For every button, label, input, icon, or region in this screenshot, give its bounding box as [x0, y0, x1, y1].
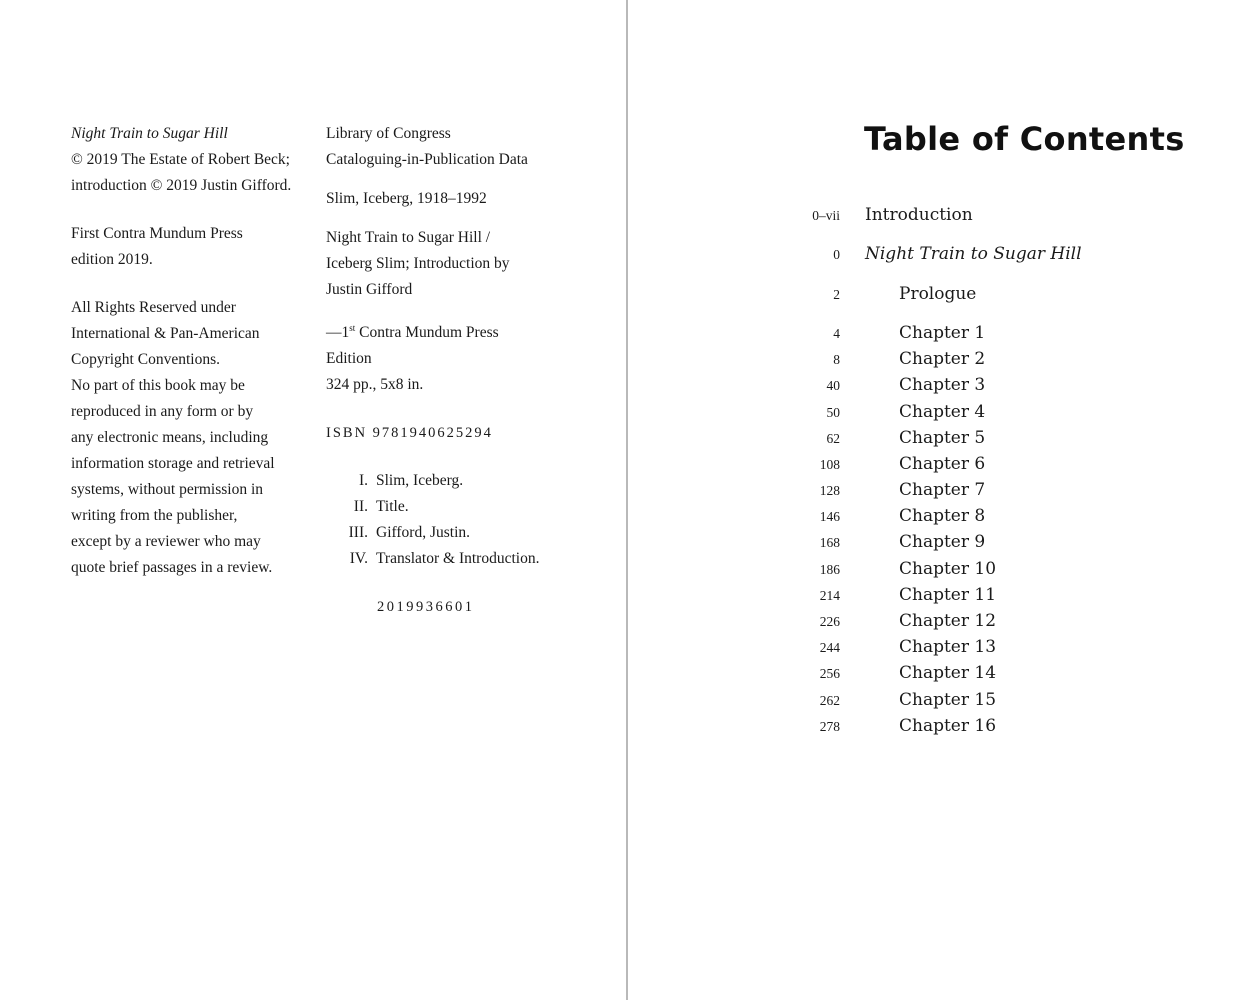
copyright-line: introduction © 2019 Justin Gifford. — [71, 177, 292, 194]
list-item: III. Gifford, Justin. — [348, 524, 471, 541]
toc-entry-chapter-6[interactable] — [628, 451, 1253, 477]
rights-line: reproduced in any form or by — [71, 403, 254, 420]
lccn: 2019936601 — [377, 599, 475, 615]
toc-entry-chapter-1[interactable] — [628, 320, 1253, 346]
toc-page-number: 4 — [833, 326, 840, 341]
edition-line: edition 2019. — [71, 251, 153, 268]
toc-page-number: 2 — [833, 287, 840, 302]
toc-page-number: 244 — [819, 640, 840, 655]
edition-entry: Edition — [326, 350, 372, 367]
toc-entry-label: Chapter 4 — [899, 402, 986, 422]
toc-entry-chapter-13[interactable] — [628, 634, 1253, 660]
toc-page-number: 0–vii — [812, 208, 840, 223]
toc-page-number: 128 — [819, 483, 840, 498]
author-entry: Slim, Iceberg, 1918–1992 — [326, 190, 487, 207]
rights-statement — [71, 295, 316, 581]
toc-entry-label: Chapter 11 — [899, 585, 997, 605]
rights-line: All Rights Reserved under — [71, 299, 236, 316]
toc-entry-label: Chapter 14 — [899, 663, 997, 683]
title-entry: Justin Gifford — [326, 281, 413, 298]
edition-ordinal: st — [349, 322, 356, 333]
toc-entry-label: Chapter 10 — [899, 559, 997, 579]
toc-page-number: 0 — [833, 247, 840, 262]
toc-page — [628, 0, 1253, 1000]
list-item: IV. Translator & Introduction. — [349, 550, 540, 567]
rights-line: writing from the publisher, — [71, 507, 238, 524]
toc-entry-chapter-9[interactable] — [628, 529, 1253, 555]
title-entry: Iceberg Slim; Introduction by — [326, 255, 510, 272]
loc-heading: Cataloguing-in-Publication Data — [326, 151, 528, 168]
toc-entry-chapter-16[interactable] — [628, 713, 1253, 739]
toc-page-number: 40 — [826, 378, 840, 393]
list-item: I. Slim, Iceberg. — [358, 472, 464, 489]
toc-page-number: 108 — [819, 457, 840, 472]
toc-entry-label: Chapter 3 — [899, 375, 986, 395]
toc-page-number: 168 — [819, 535, 840, 550]
toc-entry-label: Introduction — [865, 205, 973, 225]
toc-page-number: 146 — [819, 509, 840, 524]
dimensions: 324 pp., 5x8 in. — [326, 376, 424, 393]
edition-publisher: Contra Mundum Press — [355, 324, 499, 341]
toc-entry-chapter-12[interactable] — [628, 608, 1253, 634]
toc-entry-label: Chapter 6 — [899, 454, 986, 474]
toc-entry-label: Chapter 8 — [899, 506, 986, 526]
toc-entry-chapter-10[interactable] — [628, 556, 1253, 582]
isbn: ISBN 9781940625294 — [326, 425, 493, 441]
toc-title: Table of Contents — [864, 120, 1185, 158]
toc-page-number: 186 — [819, 562, 840, 577]
toc-entry-chapter-15[interactable] — [628, 687, 1253, 713]
toc-entry-label: Chapter 1 — [899, 323, 986, 343]
toc-entry-chapter-7[interactable] — [628, 477, 1253, 503]
rights-line: quote brief passages in a review. — [71, 559, 273, 576]
copyright-column — [71, 121, 316, 581]
toc-entry-chapter-8[interactable] — [628, 503, 1253, 529]
toc-entry-chapter-11[interactable] — [628, 582, 1253, 608]
rights-line: International & Pan-American — [71, 325, 260, 342]
edition-line: First Contra Mundum Press — [71, 225, 243, 242]
toc-entry-chapter-3[interactable] — [628, 372, 1253, 398]
toc-entry-label: Chapter 15 — [899, 690, 997, 710]
toc-page-number: 8 — [833, 352, 840, 367]
rights-line: systems, without permission in — [71, 481, 264, 498]
toc-page-number: 50 — [826, 405, 840, 420]
loc-heading: Library of Congress — [326, 125, 451, 142]
toc-page-number: 214 — [819, 588, 840, 603]
toc-entry-label: Chapter 5 — [899, 428, 986, 448]
toc-entry-introduction[interactable] — [628, 202, 1253, 228]
cip-column — [326, 121, 596, 620]
edition-entry — [326, 320, 596, 346]
toc-entry-label: Chapter 7 — [899, 480, 986, 500]
toc-page-number: 62 — [826, 431, 840, 446]
rights-line: No part of this book may be — [71, 377, 245, 394]
toc-entry-label: Chapter 9 — [899, 532, 986, 552]
toc-entry-label: Chapter 2 — [899, 349, 986, 369]
edition-prefix: —1 — [326, 324, 350, 341]
title-entry: Night Train to Sugar Hill / — [326, 229, 491, 246]
toc-entry-label: Chapter 12 — [899, 611, 997, 631]
toc-entry-book-title[interactable] — [628, 241, 1253, 267]
rights-line: information storage and retrieval — [71, 455, 275, 472]
toc-entry-label: Chapter 16 — [899, 716, 997, 736]
subject-list — [326, 468, 596, 572]
rights-line: Copyright Conventions. — [71, 351, 220, 368]
toc-entry-chapter-2[interactable] — [628, 346, 1253, 372]
toc-page-number: 256 — [819, 666, 840, 681]
rights-line: any electronic means, including — [71, 429, 269, 446]
toc-page-number: 226 — [819, 614, 840, 629]
toc-entry-label: Prologue — [899, 284, 977, 304]
copyright-line: © 2019 The Estate of Robert Beck; — [71, 151, 290, 168]
book-title: Night Train to Sugar Hill — [71, 125, 228, 142]
toc-entry-label: Chapter 13 — [899, 637, 997, 657]
toc-entry-chapter-14[interactable] — [628, 660, 1253, 686]
toc-entry-chapter-4[interactable] — [628, 399, 1253, 425]
toc-page-number: 278 — [819, 719, 840, 734]
toc-entry-label: Night Train to Sugar Hill — [865, 244, 1082, 264]
rights-line: except by a reviewer who may — [71, 533, 261, 550]
list-item: II. Title. — [353, 498, 409, 515]
toc-entry-chapter-5[interactable] — [628, 425, 1253, 451]
toc-entry-prologue[interactable] — [628, 281, 1253, 307]
toc-page-number: 262 — [819, 693, 840, 708]
